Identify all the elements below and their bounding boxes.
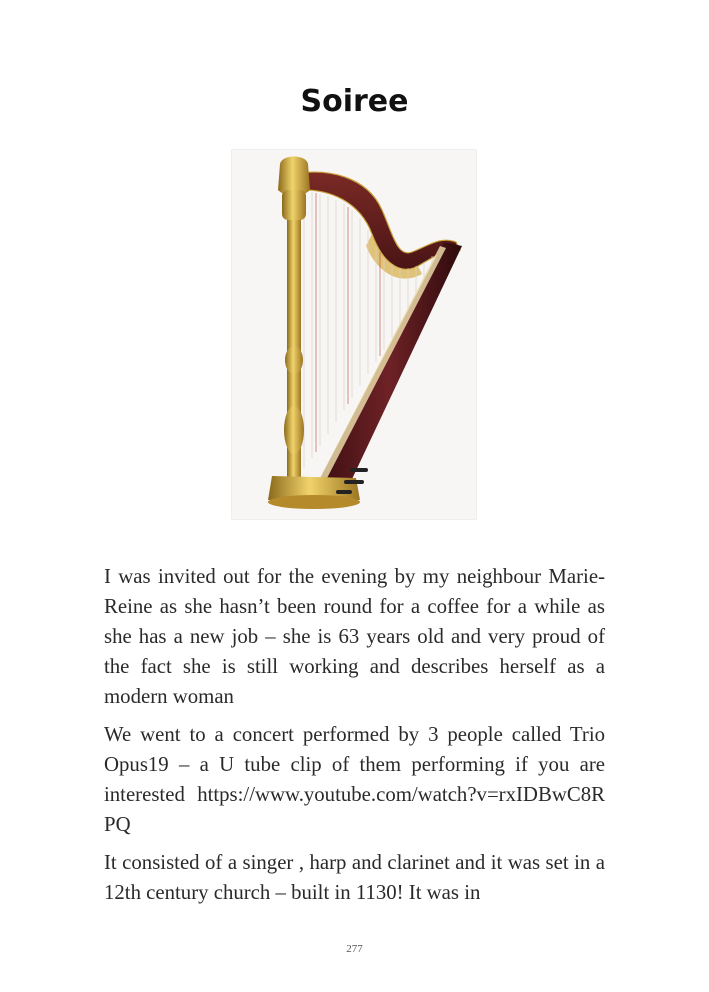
- page-number: 277: [346, 943, 363, 955]
- youtube-link[interactable]: https://www.youtube.com/watch?v=rxIDBwC8RPQ: [104, 783, 605, 836]
- page-title: Soiree: [300, 84, 409, 119]
- paragraph-2-text: We went to a concert performed by 3 people called Trio Opus19 – a U tube clip of them performing if you are interested: [104, 723, 605, 806]
- harp-photo: [232, 150, 476, 519]
- paragraph-1: I was invited out for the evening by my neighbour Marie-Reine as she hasn’t been round for a coffee for a while as she has a new job – she is 63 years old and very proud of the fact she is still working and describes herself as a modern woman: [104, 565, 605, 708]
- harp-icon: [232, 150, 476, 519]
- paragraph-2: [104, 720, 605, 840]
- article-body: [104, 562, 605, 916]
- paragraph-3: It consisted of a singer , harp and clarinet and it was set in a 12th century church – built in 1130! It was in: [104, 851, 605, 904]
